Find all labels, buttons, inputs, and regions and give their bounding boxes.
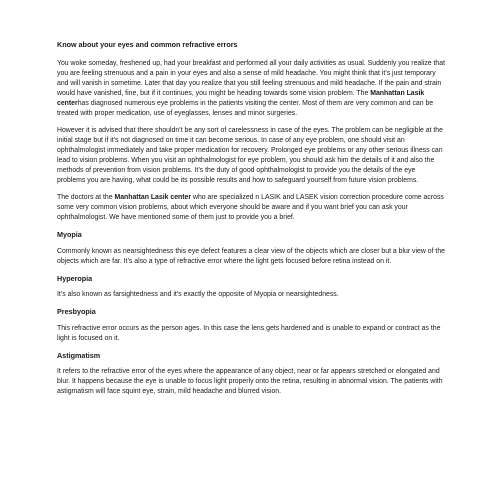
center-name: Manhattan Lasik center <box>114 194 192 202</box>
section-body-myopia: Commonly known as nearsightedness this eye defect features a clear view of the objects which are closer but a blur view of the objects which are far. It’s also a type of refractive error where the light gets focused before retina instead on it. <box>57 247 445 265</box>
section-heading-myopia: Myopia <box>57 230 82 240</box>
document-title: Know about your eyes and common refractive errors <box>57 40 238 49</box>
intro-paragraph-1 <box>57 59 445 119</box>
center-name: Manhattan Lasik center <box>57 90 425 108</box>
intro-paragraph-3 <box>57 193 445 223</box>
document-page <box>57 40 445 404</box>
section-body-hyperopia: It’s also known as farsightedness and it’s exactly the opposite of Myopia or nearsightedness. <box>57 291 339 299</box>
section-body-astigmatism: It refers to the refractive error of the eyes where the appearance of any object, near or far appears stretched or elongated and blur. It happens because the eye is unable to focus light properly onto the retina, resulting in abnormal vision. The patients with astigmatism will face squint eye, strain, mild headache and blurred vision. <box>57 368 443 396</box>
section-heading-astigmatism: Astigmatism <box>57 350 101 360</box>
section-heading-hyperopia: Hyperopia <box>57 273 93 283</box>
intro-paragraph-2: However it is advised that there shouldn’t be any sort of carelessness in case of the eyes. The problem can be negligible at the initial stage but if it’s not diagnosed on time it can become serious. In case of any eye problem, one should visit an ophthalmologist immediately and take proper medication for recovery. Prolonged eye problems or any other serious illness can lead to vision problems. When you visit an ophthalmologist for eye problem, you should ask him the details of it and also the methods of prevention from vision problems. It’s the duty of good ophthalmologist to provide you the details of the eye problems you are having, what could be its possible results and how to safeguard yourself from future vision problems. <box>57 127 443 185</box>
section-body-presbyopia: This refractive error occurs as the person ages. In this case the lens gets hardened and is unable to expand or contract as the light is focused on it. <box>57 324 441 342</box>
intro-text: has diagnosed numerous eye problems in the patients visiting the center. Most of them are very common and can be treated with proper medication, use of eyeglasses, lenses and minor surgeries. <box>57 100 434 118</box>
section-heading-presbyopia: Presbyopia <box>57 307 96 317</box>
intro-text: You woke someday, freshened up, had your breakfast and performed all your daily activities as usual. Suddenly you realize that you are feeling strenuous and a pain in your eyes and also a sense of mild headache. You might think that it’s just temporary and will vanish in sometime. Later that day you realize that you still feeling strenuous and mild headache. If the pain and strain would have vanished, fine, but if it continues, you might be heading towards some vision problem. The <box>57 60 446 98</box>
intro-text: who are specialized n LASIK and LASEK vision correction procedure come across some very common vision problems, about which everyone should be aware and if you want brief you can ask your ophthalmologist. We have mentioned some of them just to provide you a brief. <box>57 194 444 222</box>
intro-text: The doctors at the <box>57 194 115 202</box>
